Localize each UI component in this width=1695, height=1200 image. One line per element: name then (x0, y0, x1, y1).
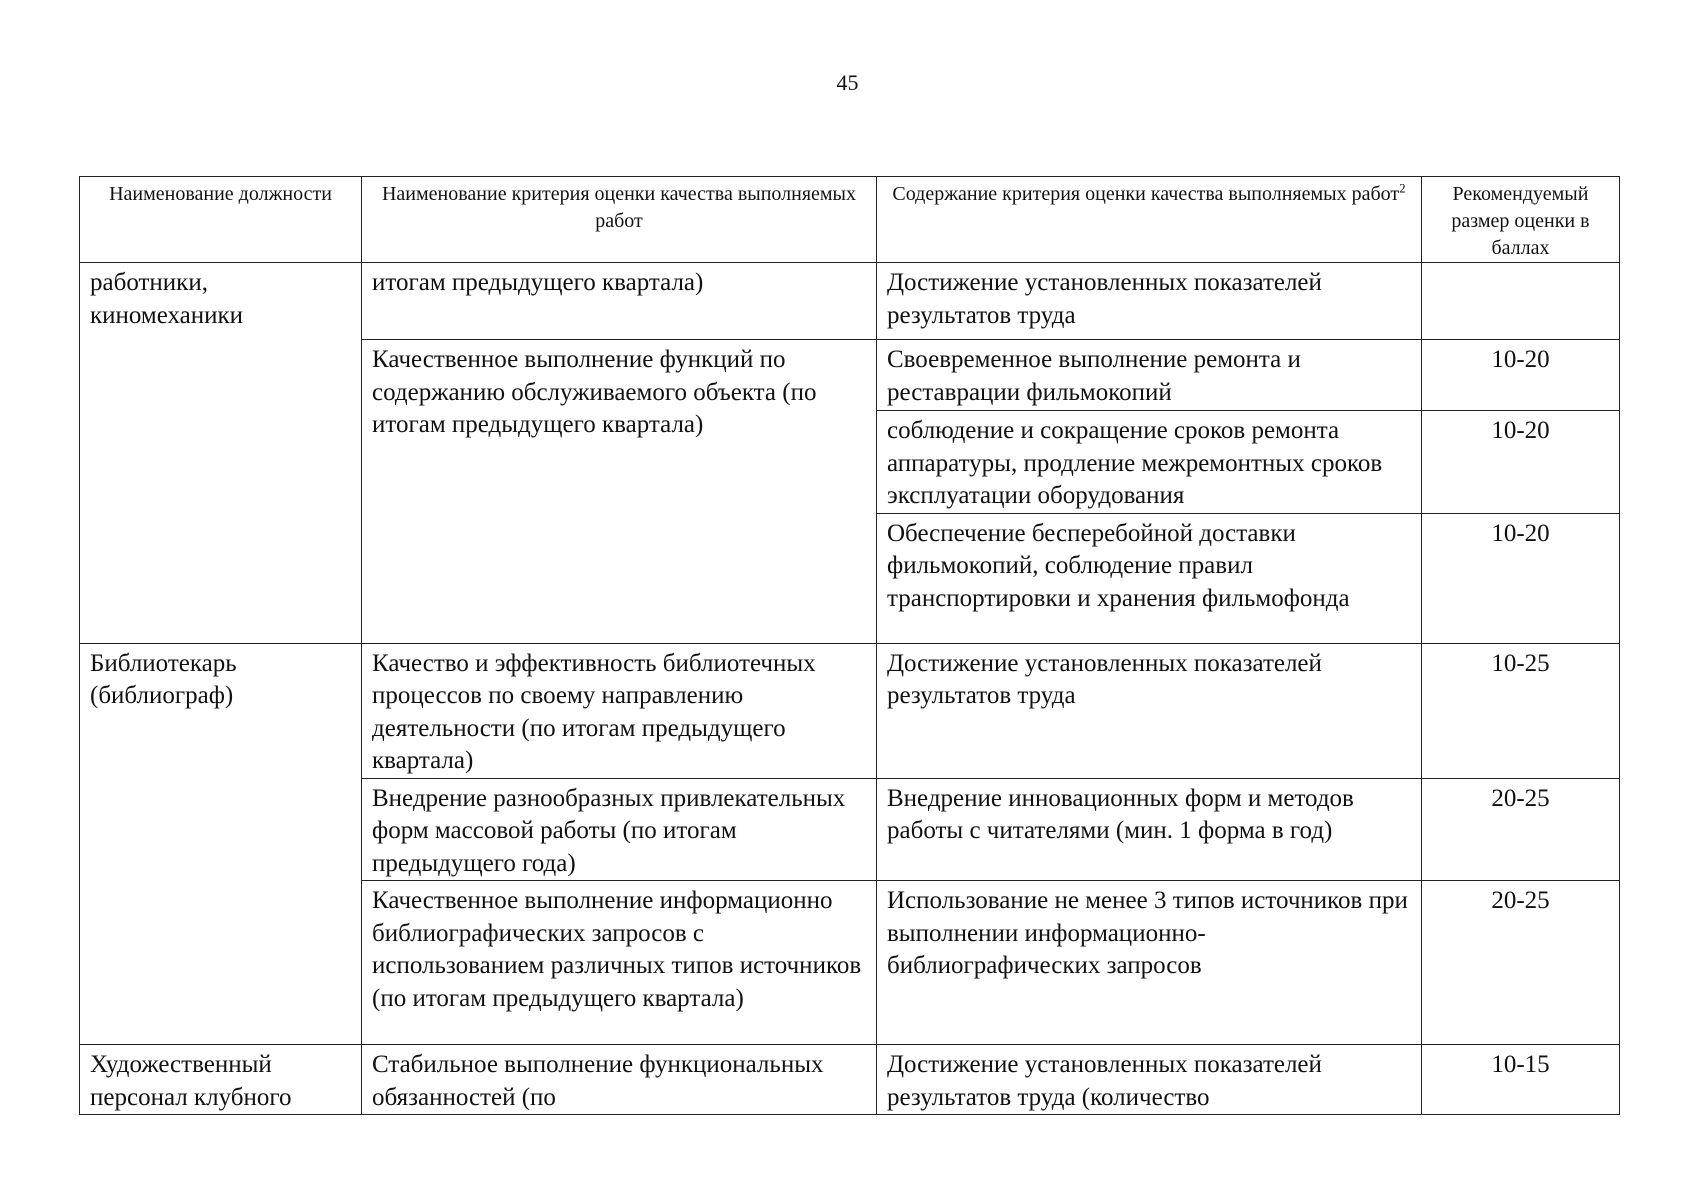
table-row (80, 1045, 1620, 1115)
footnote-marker: 2 (1399, 180, 1406, 196)
header-criterion-name: Наименование критерия оценки качества выполняемых работ (362, 177, 877, 263)
criterion-content-cell: Достижение установленных показателей результатов труда (количество (877, 1045, 1422, 1115)
criterion-content-cell: Внедрение инновационных форм и методов работы с читателями (мин. 1 форма в год) (877, 778, 1422, 881)
criterion-name-cell: Качественное выполнение функций по содержанию обслуживаемого объекта (по итогам предыдущего квартала) (362, 340, 877, 644)
criterion-name-cell: Внедрение разнообразных привлекательных форм массовой работы (по итогам предыдущего года) (362, 778, 877, 881)
criterion-content-cell: Достижение установленных показателей результатов труда (877, 263, 1422, 340)
score-cell: 10-20 (1422, 340, 1620, 411)
position-cell: работники, киномеханики (80, 263, 362, 644)
score-cell: 10-15 (1422, 1045, 1620, 1115)
header-position: Наименование должности (80, 177, 362, 263)
table-row (80, 643, 1620, 778)
position-cell: Художественный персонал клубного (80, 1045, 362, 1115)
criterion-name-cell: итогам предыдущего квартала) (362, 263, 877, 340)
table-header-row (80, 177, 1620, 263)
criterion-content-cell: соблюдение и сокращение сроков ремонта аппаратуры, продление межремонтных сроков эксплуатации оборудования (877, 411, 1422, 514)
header-score: Рекомендуемый размер оценки в баллах (1422, 177, 1620, 263)
score-cell: 10-20 (1422, 411, 1620, 514)
score-cell: 10-20 (1422, 513, 1620, 643)
criterion-content-cell: Обеспечение бесперебойной доставки фильмокопий, соблюдение правил транспортировки и хранения фильмофонда (877, 513, 1422, 643)
score-cell: 20-25 (1422, 778, 1620, 881)
criterion-name-cell: Качество и эффективность библиотечных процессов по своему направлению деятельности (по итогам предыдущего квартала) (362, 643, 877, 778)
criterion-content-cell: Использование не менее 3 типов источников при выполнении информационно-библиографических запросов (877, 881, 1422, 1045)
page-number: 45 (836, 70, 859, 95)
criterion-content-cell: Своевременное выполнение ремонта и реставрации фильмокопий (877, 340, 1422, 411)
header-criterion-content: Содержание критерия оценки качества выполняемых работ$^2$ (877, 177, 1422, 263)
score-cell: 20-25 (1422, 881, 1620, 1045)
criterion-content-cell: Достижение установленных показателей результатов труда (877, 643, 1422, 778)
table-row (80, 263, 1620, 340)
position-cell: Библиотекарь (библиограф) (80, 643, 362, 1045)
criteria-table (79, 176, 1620, 1115)
score-cell: 10-25 (1422, 643, 1620, 778)
score-cell (1422, 263, 1620, 340)
criterion-name-cell: Стабильное выполнение функциональных обязанностей (по (362, 1045, 877, 1115)
criterion-name-cell: Качественное выполнение информационно библиографических запросов с использованием различных типов источников (по итогам предыдущего квартала) (362, 881, 877, 1045)
